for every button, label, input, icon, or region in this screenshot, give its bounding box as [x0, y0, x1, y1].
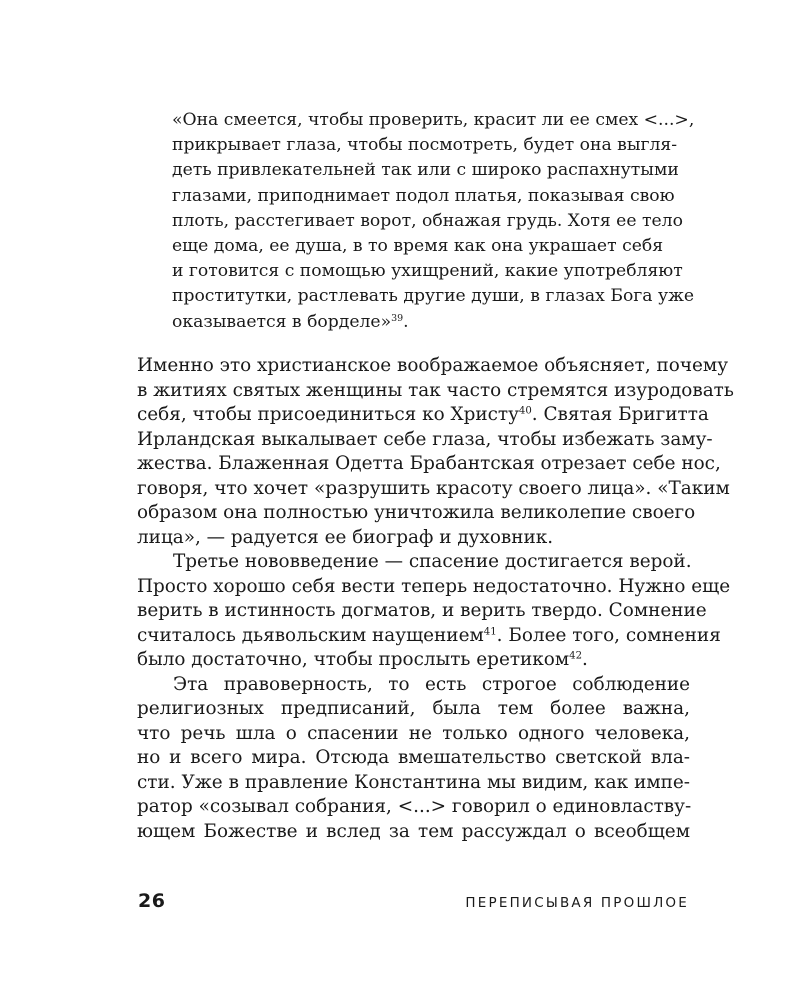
footnote-ref-39[interactable]: 39: [391, 312, 404, 324]
quote-line-last: оказывается в борделе»$^{39}$.: [172, 311, 409, 332]
text-line: Эта правоверность, то есть строгое соблюдение: [173, 673, 690, 695]
text-segment: было достаточно, чтобы прослыть еретиком: [137, 649, 570, 670]
text-line: образом она полностью уничтожила великолепие своего: [137, 502, 696, 523]
text-line: говоря, что хочет «разрушить красоту своего лица». «Таким: [137, 477, 730, 499]
quote-line: глазами, приподнимает подол платья, показывая свою: [172, 185, 675, 206]
text-line: религиозных предписаний, была тем более важна,: [137, 698, 690, 719]
text-line: но и всего мира. Отсюда вмешательство светской вла-: [137, 747, 690, 768]
text-line: Ирландская выкалывает себе глаза, чтобы избежать заму-: [137, 428, 713, 450]
quote-line: плоть, расстегивает ворот, обнажая грудь. Хотя ее тело: [172, 210, 683, 231]
text-line: лица», — радуется ее биограф и духовник.: [137, 526, 554, 548]
quote-line: еще дома, ее душа, в то время как она украшает себя: [172, 236, 664, 257]
text-segment: .: [582, 649, 588, 670]
text-line: [137, 624, 721, 649]
text-segment: считалось дьявольским наущением: [137, 624, 484, 646]
text-segment: себя, чтобы присоединиться ко Христу: [137, 404, 519, 425]
text-line: в житиях святых женщины так часто стремятся изуродовать: [137, 379, 734, 401]
text-line: сти. Уже в правление Константина мы видим, как импе-: [137, 771, 690, 793]
page-number: 26: [138, 890, 166, 912]
block-quote: [172, 108, 695, 335]
text-line: что речь шла о спасении не только одного человека,: [137, 722, 690, 744]
text-line: жества. Блаженная Одетта Брабантская отрезает себе нос,: [137, 453, 721, 474]
running-title: ПЕРЕПИСЫВАЯ ПРОШЛОЕ: [465, 895, 689, 911]
quote-line: и готовится с помощью ухищрений, какие употребляют: [172, 261, 683, 282]
text-line: ратор «созывал собрания, <...> говорил о единовластву-: [137, 796, 692, 817]
quote-line: «Она смеется, чтобы проверить, красит ли ее смех <...>,: [172, 110, 695, 130]
footnote-ref-42[interactable]: 42: [569, 650, 583, 662]
text-line: Третье нововведение — спасение достигается верой.: [173, 551, 692, 572]
text-line: [137, 648, 690, 673]
quote-line: проститутки, растлевать другие души, в глазах Бога уже: [172, 286, 695, 307]
text-segment: . Святая Бригитта: [531, 404, 709, 425]
main-text: [137, 354, 734, 844]
text-line: Именно это христианское воображаемое объясняет, почему: [137, 355, 729, 376]
footnote-ref-41[interactable]: 41: [483, 625, 497, 637]
quote-last-text: оказывается в борделе»: [172, 311, 392, 332]
quote-line: деть привлекательней так или с широко распахнутыми: [172, 160, 679, 181]
text-line: верить в истинность догматов, и верить твердо. Сомнение: [137, 600, 707, 621]
text-line: [137, 403, 709, 428]
footnote-ref-40[interactable]: 40: [518, 405, 532, 417]
text-segment: . Более того, сомнения: [496, 624, 721, 646]
text-line: Просто хорошо себя вести теперь недостаточно. Нужно еще: [137, 575, 731, 597]
quote-line: прикрывает глаза, чтобы посмотреть, будет она выгля-: [172, 135, 678, 156]
text-line: ющем Божестве и вслед за тем рассуждал о всеобщем: [137, 820, 690, 842]
